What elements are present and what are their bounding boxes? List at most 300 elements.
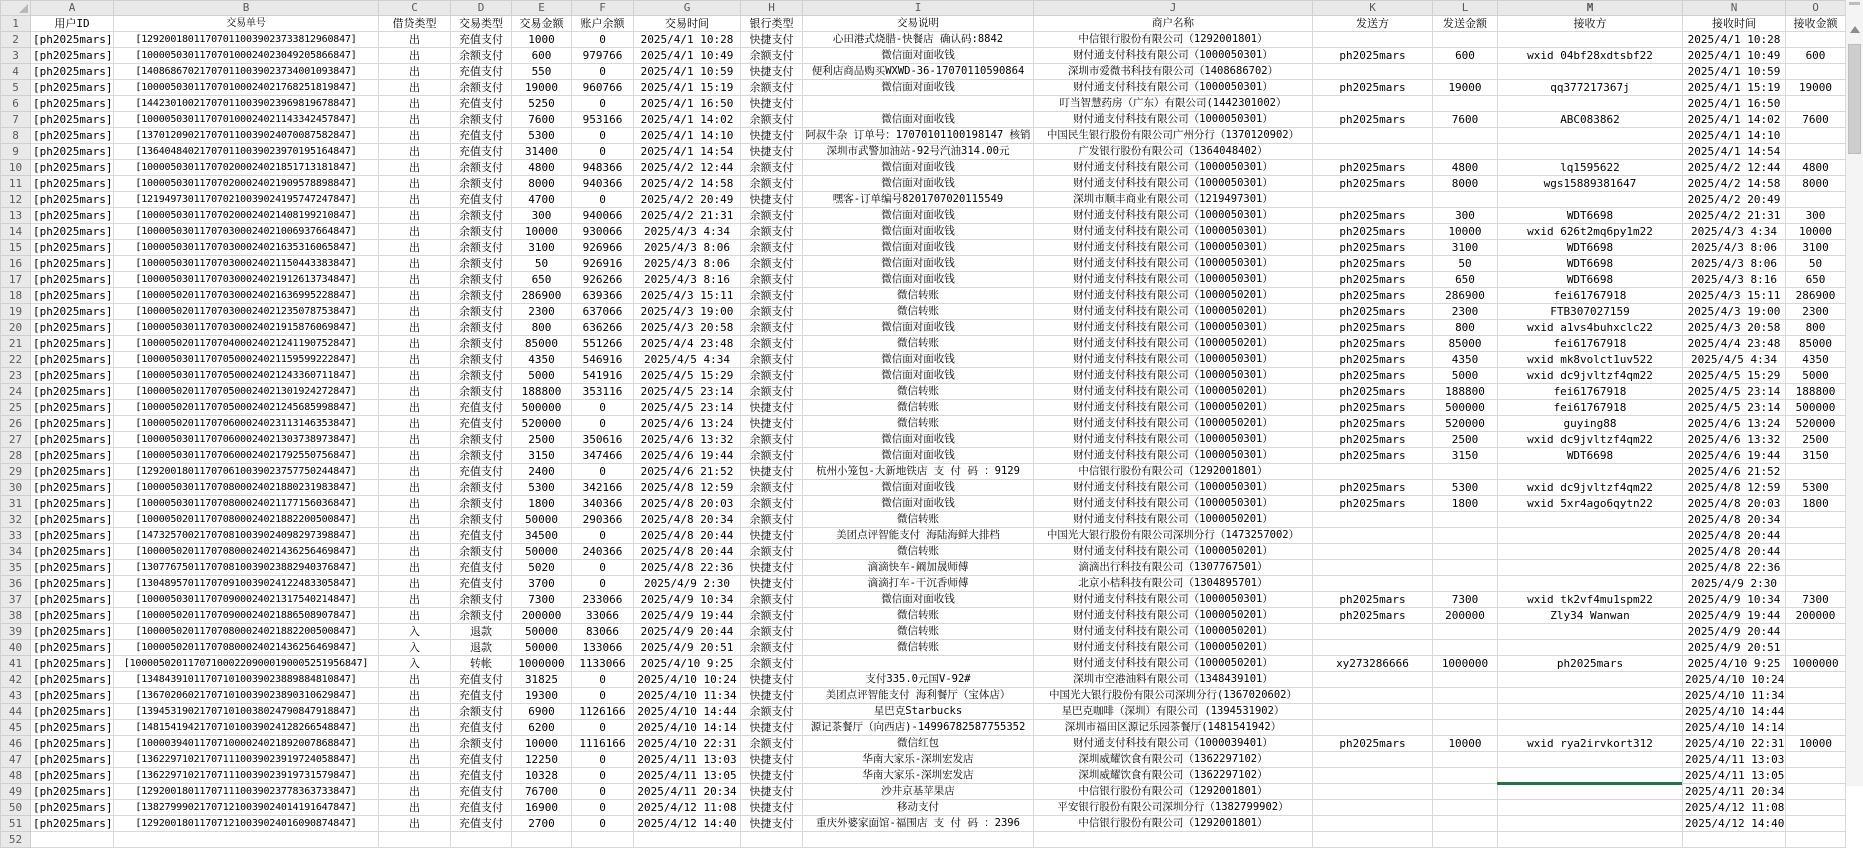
cell-F35[interactable]: 0 <box>572 560 634 576</box>
row-header-9[interactable]: 9 <box>1 144 31 160</box>
cell-G25[interactable]: 2025/4/5 23:14 <box>634 400 741 416</box>
row-header-39[interactable]: 39 <box>1 624 31 640</box>
cell-I6[interactable] <box>803 96 1034 112</box>
cell-O52[interactable] <box>1786 832 1846 848</box>
cell-C2[interactable]: 出 <box>379 32 451 48</box>
cell-C31[interactable]: 出 <box>379 496 451 512</box>
row-header-3[interactable]: 3 <box>1 48 31 64</box>
cell-C34[interactable]: 出 <box>379 544 451 560</box>
cell-D14[interactable]: 余额支付 <box>451 224 512 240</box>
cell-J11[interactable]: 财付通支付科技有限公司（1000050301） <box>1034 176 1313 192</box>
cell-G15[interactable]: 2025/4/3 8:06 <box>634 240 741 256</box>
cell-K43[interactable] <box>1313 688 1433 704</box>
cell-E24[interactable]: 188800 <box>512 384 572 400</box>
cell-C6[interactable]: 出 <box>379 96 451 112</box>
cell-L15[interactable]: 3100 <box>1433 240 1498 256</box>
cell-H41[interactable]: 余额支付 <box>741 656 803 672</box>
cell-C45[interactable]: 出 <box>379 720 451 736</box>
column-header-h[interactable]: H <box>741 1 803 16</box>
cell-G18[interactable]: 2025/4/3 15:11 <box>634 288 741 304</box>
cell-A45[interactable]: [ph2025mars] <box>31 720 114 736</box>
cell-E2[interactable]: 1000 <box>512 32 572 48</box>
cell-L41[interactable]: 1000000 <box>1433 656 1498 672</box>
cell-H9[interactable]: 快捷支付 <box>741 144 803 160</box>
row-header-45[interactable]: 45 <box>1 720 31 736</box>
cell-F2[interactable]: 0 <box>572 32 634 48</box>
cell-F4[interactable]: 0 <box>572 64 634 80</box>
cell-E30[interactable]: 5300 <box>512 480 572 496</box>
cell-G10[interactable]: 2025/4/2 12:44 <box>634 160 741 176</box>
cell-M28[interactable]: WDT6698 <box>1498 448 1683 464</box>
cell-K29[interactable] <box>1313 464 1433 480</box>
cell-G16[interactable]: 2025/4/3 8:06 <box>634 256 741 272</box>
cell-D4[interactable]: 充值支付 <box>451 64 512 80</box>
cell-C4[interactable]: 出 <box>379 64 451 80</box>
cell-N23[interactable]: 2025/4/5 15:29 <box>1683 368 1786 384</box>
cell-I45[interactable]: 源记茶餐厅（向西店)-14996782587755352 <box>803 720 1034 736</box>
cell-O42[interactable] <box>1786 672 1846 688</box>
cell-C18[interactable]: 出 <box>379 288 451 304</box>
cell-I43[interactable]: 美团点评智能支付 海利餐厅（宝体店） <box>803 688 1034 704</box>
row-header-24[interactable]: 24 <box>1 384 31 400</box>
cell-F45[interactable]: 0 <box>572 720 634 736</box>
cell-G37[interactable]: 2025/4/9 10:34 <box>634 592 741 608</box>
cell-D23[interactable]: 余额支付 <box>451 368 512 384</box>
cell-G20[interactable]: 2025/4/3 20:58 <box>634 320 741 336</box>
cell-O4[interactable] <box>1786 64 1846 80</box>
cell-H29[interactable]: 快捷支付 <box>741 464 803 480</box>
cell-H45[interactable]: 快捷支付 <box>741 720 803 736</box>
cell-D36[interactable]: 充值支付 <box>451 576 512 592</box>
column-header-c[interactable]: C <box>379 1 451 16</box>
cell-K34[interactable] <box>1313 544 1433 560</box>
cell-B1[interactable]: 交易单号 <box>114 16 379 32</box>
cell-B28[interactable]: [100005030117070600024021792550756847] <box>114 448 379 464</box>
cell-D6[interactable]: 充值支付 <box>451 96 512 112</box>
cell-K33[interactable] <box>1313 528 1433 544</box>
column-header-e[interactable]: E <box>512 1 572 16</box>
cell-J21[interactable]: 财付通支付科技有限公司（1000050201） <box>1034 336 1313 352</box>
cell-A52[interactable] <box>31 832 114 848</box>
cell-A23[interactable]: [ph2025mars] <box>31 368 114 384</box>
cell-B45[interactable]: [148154194217071010039024128266548847] <box>114 720 379 736</box>
vertical-scrollbar[interactable] <box>1845 0 1863 786</box>
cell-I1[interactable]: 交易说明 <box>803 16 1034 32</box>
cell-O2[interactable] <box>1786 32 1846 48</box>
cell-D31[interactable]: 余额支付 <box>451 496 512 512</box>
cell-B8[interactable]: [137012090217070110039024070087582847] <box>114 128 379 144</box>
cell-O19[interactable]: 2300 <box>1786 304 1846 320</box>
cell-G35[interactable]: 2025/4/8 22:36 <box>634 560 741 576</box>
cell-M13[interactable]: WDT6698 <box>1498 208 1683 224</box>
cell-I46[interactable]: 微信红包 <box>803 736 1034 752</box>
cell-G23[interactable]: 2025/4/5 15:29 <box>634 368 741 384</box>
column-header-d[interactable]: D <box>451 1 512 16</box>
cell-G1[interactable]: 交易时间 <box>634 16 741 32</box>
cell-J20[interactable]: 财付通支付科技有限公司（1000050301） <box>1034 320 1313 336</box>
row-header-23[interactable]: 23 <box>1 368 31 384</box>
cell-I12[interactable]: 嘿客-订单编号8201707020115549 <box>803 192 1034 208</box>
cell-K18[interactable]: ph2025mars <box>1313 288 1433 304</box>
cell-M38[interactable]: Zly34 Wanwan <box>1498 608 1683 624</box>
cell-D3[interactable]: 余额支付 <box>451 48 512 64</box>
cell-M31[interactable]: wxid 5xr4ago6qytn22 <box>1498 496 1683 512</box>
cell-E25[interactable]: 500000 <box>512 400 572 416</box>
cell-N26[interactable]: 2025/4/6 13:24 <box>1683 416 1786 432</box>
cell-H13[interactable]: 余额支付 <box>741 208 803 224</box>
cell-B48[interactable]: [136229710217071110039023919731579847] <box>114 768 379 784</box>
cell-I49[interactable]: 沙井京基苹果店 <box>803 784 1034 800</box>
cell-E22[interactable]: 4350 <box>512 352 572 368</box>
cell-E9[interactable]: 31400 <box>512 144 572 160</box>
column-header-m[interactable]: M <box>1498 1 1683 16</box>
cell-F18[interactable]: 639366 <box>572 288 634 304</box>
cell-M21[interactable]: fei61767918 <box>1498 336 1683 352</box>
cell-E47[interactable]: 12250 <box>512 752 572 768</box>
cell-K49[interactable] <box>1313 784 1433 800</box>
cell-O40[interactable] <box>1786 640 1846 656</box>
cell-J29[interactable]: 中信银行股份有限公司（1292001801） <box>1034 464 1313 480</box>
cell-C1[interactable]: 借贷类型 <box>379 16 451 32</box>
cell-E33[interactable]: 34500 <box>512 528 572 544</box>
cell-H42[interactable]: 快捷支付 <box>741 672 803 688</box>
cell-G34[interactable]: 2025/4/8 20:44 <box>634 544 741 560</box>
cell-J43[interactable]: 中国光大银行股份有限公司深圳分行(1367020602） <box>1034 688 1313 704</box>
cell-J15[interactable]: 财付通支付科技有限公司（1000050301） <box>1034 240 1313 256</box>
cell-O24[interactable]: 188800 <box>1786 384 1846 400</box>
cell-B20[interactable]: [100005030117070300024021915876069847] <box>114 320 379 336</box>
cell-I44[interactable]: 星巴克Starbucks <box>803 704 1034 720</box>
cell-L35[interactable] <box>1433 560 1498 576</box>
cell-A2[interactable]: [ph2025mars] <box>31 32 114 48</box>
row-header-25[interactable]: 25 <box>1 400 31 416</box>
cell-A51[interactable]: [ph2025mars] <box>31 816 114 832</box>
cell-E48[interactable]: 10328 <box>512 768 572 784</box>
column-header-g[interactable]: G <box>634 1 741 16</box>
cell-I22[interactable]: 微信面对面收钱 <box>803 352 1034 368</box>
cell-B40[interactable]: [100005020117070800024021436256469847] <box>114 640 379 656</box>
cell-L6[interactable] <box>1433 96 1498 112</box>
column-header-b[interactable]: B <box>114 1 379 16</box>
cell-O1[interactable]: 接收金额 <box>1786 16 1846 32</box>
cell-E45[interactable]: 6200 <box>512 720 572 736</box>
cell-H12[interactable]: 快捷支付 <box>741 192 803 208</box>
cell-E35[interactable]: 5020 <box>512 560 572 576</box>
cell-H50[interactable]: 快捷支付 <box>741 800 803 816</box>
cell-I16[interactable]: 微信面对面收钱 <box>803 256 1034 272</box>
cell-D52[interactable] <box>451 832 512 848</box>
cell-J23[interactable]: 财付通支付科技有限公司（1000050301） <box>1034 368 1313 384</box>
cell-C3[interactable]: 出 <box>379 48 451 64</box>
cell-O38[interactable]: 200000 <box>1786 608 1846 624</box>
cell-H46[interactable]: 余额支付 <box>741 736 803 752</box>
cell-I35[interactable]: 滴滴快车-阚加晟师傅 <box>803 560 1034 576</box>
cell-E20[interactable]: 800 <box>512 320 572 336</box>
cell-O20[interactable]: 800 <box>1786 320 1846 336</box>
cell-E16[interactable]: 50 <box>512 256 572 272</box>
cell-N8[interactable]: 2025/4/1 14:10 <box>1683 128 1786 144</box>
cell-J49[interactable]: 中信银行股份有限公司（1292001801） <box>1034 784 1313 800</box>
cell-C22[interactable]: 出 <box>379 352 451 368</box>
cell-F24[interactable]: 353116 <box>572 384 634 400</box>
cell-D13[interactable]: 余额支付 <box>451 208 512 224</box>
row-header-36[interactable]: 36 <box>1 576 31 592</box>
cell-N15[interactable]: 2025/4/3 8:06 <box>1683 240 1786 256</box>
cell-K19[interactable]: ph2025mars <box>1313 304 1433 320</box>
cell-A14[interactable]: [ph2025mars] <box>31 224 114 240</box>
cell-J35[interactable]: 滴滴出行科技有限公司（1307767501） <box>1034 560 1313 576</box>
cell-H40[interactable]: 余额支付 <box>741 640 803 656</box>
cell-B30[interactable]: [100005030117070800024021880231983847] <box>114 480 379 496</box>
cell-I18[interactable]: 微信转账 <box>803 288 1034 304</box>
cell-I8[interactable]: 阿叔牛杂 订单号：17070101100198147 核销 <box>803 128 1034 144</box>
row-header-19[interactable]: 19 <box>1 304 31 320</box>
cell-M6[interactable] <box>1498 96 1683 112</box>
cell-H38[interactable]: 余额支付 <box>741 608 803 624</box>
cell-C19[interactable]: 出 <box>379 304 451 320</box>
cell-N50[interactable]: 2025/4/12 11:08 <box>1683 800 1786 816</box>
cell-I10[interactable]: 微信面对面收钱 <box>803 160 1034 176</box>
cell-I48[interactable]: 华南大家乐-深圳宏发店 <box>803 768 1034 784</box>
cell-H10[interactable]: 余额支付 <box>741 160 803 176</box>
cell-I40[interactable]: 微信转账 <box>803 640 1034 656</box>
cell-K5[interactable]: ph2025mars <box>1313 80 1433 96</box>
cell-M36[interactable] <box>1498 576 1683 592</box>
cell-J32[interactable]: 财付通支付科技有限公司（1000050201） <box>1034 512 1313 528</box>
cell-C52[interactable] <box>379 832 451 848</box>
cell-I52[interactable] <box>803 832 1034 848</box>
cell-M7[interactable]: ABC083862 <box>1498 112 1683 128</box>
cell-L32[interactable] <box>1433 512 1498 528</box>
cell-K2[interactable] <box>1313 32 1433 48</box>
cell-H8[interactable]: 快捷支付 <box>741 128 803 144</box>
cell-J30[interactable]: 财付通支付科技有限公司（1000050301） <box>1034 480 1313 496</box>
cell-J26[interactable]: 财付通支付科技有限公司（1000050201） <box>1034 416 1313 432</box>
cell-K28[interactable]: ph2025mars <box>1313 448 1433 464</box>
cell-E7[interactable]: 7600 <box>512 112 572 128</box>
cell-J4[interactable]: 深圳市爱微书科技有限公司（1408686702） <box>1034 64 1313 80</box>
cell-B2[interactable]: [129200180117070110039023733812960847] <box>114 32 379 48</box>
cell-A5[interactable]: [ph2025mars] <box>31 80 114 96</box>
cell-A13[interactable]: [ph2025mars] <box>31 208 114 224</box>
cell-E27[interactable]: 2500 <box>512 432 572 448</box>
cell-C38[interactable]: 出 <box>379 608 451 624</box>
cell-N38[interactable]: 2025/4/9 19:44 <box>1683 608 1786 624</box>
cell-D7[interactable]: 余额支付 <box>451 112 512 128</box>
cell-C25[interactable]: 出 <box>379 400 451 416</box>
cell-L24[interactable]: 188800 <box>1433 384 1498 400</box>
cell-F29[interactable]: 0 <box>572 464 634 480</box>
cell-J36[interactable]: 北京小桔科技有限公司（1304895701） <box>1034 576 1313 592</box>
cell-L7[interactable]: 7600 <box>1433 112 1498 128</box>
cell-D21[interactable]: 余额支付 <box>451 336 512 352</box>
cell-J7[interactable]: 财付通支付科技有限公司（1000050301） <box>1034 112 1313 128</box>
cell-H49[interactable]: 快捷支付 <box>741 784 803 800</box>
cell-A7[interactable]: [ph2025mars] <box>31 112 114 128</box>
cell-L13[interactable]: 300 <box>1433 208 1498 224</box>
cell-L40[interactable] <box>1433 640 1498 656</box>
cell-J19[interactable]: 财付通支付科技有限公司（1000050201） <box>1034 304 1313 320</box>
cell-K48[interactable] <box>1313 768 1433 784</box>
cell-M9[interactable] <box>1498 144 1683 160</box>
cell-D28[interactable]: 余额支付 <box>451 448 512 464</box>
cell-B37[interactable]: [100005030117070900024021317540214847] <box>114 592 379 608</box>
cell-F13[interactable]: 940066 <box>572 208 634 224</box>
cell-K7[interactable]: ph2025mars <box>1313 112 1433 128</box>
cell-L16[interactable]: 50 <box>1433 256 1498 272</box>
cell-A50[interactable]: [ph2025mars] <box>31 800 114 816</box>
cell-N19[interactable]: 2025/4/3 19:00 <box>1683 304 1786 320</box>
cell-J34[interactable]: 财付通支付科技有限公司（1000050201） <box>1034 544 1313 560</box>
cell-G38[interactable]: 2025/4/9 19:44 <box>634 608 741 624</box>
cell-F22[interactable]: 546916 <box>572 352 634 368</box>
row-header-17[interactable]: 17 <box>1 272 31 288</box>
cell-H28[interactable]: 余额支付 <box>741 448 803 464</box>
cell-N10[interactable]: 2025/4/2 12:44 <box>1683 160 1786 176</box>
row-header-8[interactable]: 8 <box>1 128 31 144</box>
cell-O8[interactable] <box>1786 128 1846 144</box>
cell-E31[interactable]: 1800 <box>512 496 572 512</box>
row-header-41[interactable]: 41 <box>1 656 31 672</box>
cell-F31[interactable]: 340366 <box>572 496 634 512</box>
cell-F1[interactable]: 账户余额 <box>572 16 634 32</box>
cell-G33[interactable]: 2025/4/8 20:44 <box>634 528 741 544</box>
cell-I33[interactable]: 美团点评智能支付 海陆海鲜大排档 <box>803 528 1034 544</box>
cell-M19[interactable]: FTB307027159 <box>1498 304 1683 320</box>
row-header-30[interactable]: 30 <box>1 480 31 496</box>
cell-F6[interactable]: 0 <box>572 96 634 112</box>
cell-G21[interactable]: 2025/4/4 23:48 <box>634 336 741 352</box>
cell-E32[interactable]: 50000 <box>512 512 572 528</box>
cell-O47[interactable] <box>1786 752 1846 768</box>
cell-N46[interactable]: 2025/4/10 22:31 <box>1683 736 1786 752</box>
cell-M45[interactable] <box>1498 720 1683 736</box>
cell-H1[interactable]: 银行类型 <box>741 16 803 32</box>
cell-G41[interactable]: 2025/4/10 9:25 <box>634 656 741 672</box>
cell-N5[interactable]: 2025/4/1 15:19 <box>1683 80 1786 96</box>
cell-N49[interactable]: 2025/4/11 20:34 <box>1683 784 1786 800</box>
cell-A19[interactable]: [ph2025mars] <box>31 304 114 320</box>
cell-L34[interactable] <box>1433 544 1498 560</box>
cell-J24[interactable]: 财付通支付科技有限公司（1000050201） <box>1034 384 1313 400</box>
cell-K10[interactable]: ph2025mars <box>1313 160 1433 176</box>
row-header-31[interactable]: 31 <box>1 496 31 512</box>
cell-J5[interactable]: 财付通支付科技有限公司（1000050301） <box>1034 80 1313 96</box>
cell-K17[interactable]: ph2025mars <box>1313 272 1433 288</box>
cell-L33[interactable] <box>1433 528 1498 544</box>
cell-M3[interactable]: wxid 04bf28xdtsbf22 <box>1498 48 1683 64</box>
cell-G12[interactable]: 2025/4/2 20:49 <box>634 192 741 208</box>
row-header-6[interactable]: 6 <box>1 96 31 112</box>
cell-I51[interactable]: 重庆外婆家面馆-福围店 支 付 码 ：2396 <box>803 816 1034 832</box>
cell-C5[interactable]: 出 <box>379 80 451 96</box>
cell-G46[interactable]: 2025/4/10 22:31 <box>634 736 741 752</box>
cell-O27[interactable]: 2500 <box>1786 432 1846 448</box>
cell-K41[interactable]: xy273286666 <box>1313 656 1433 672</box>
cell-J41[interactable]: 财付通支付科技有限公司（1000050201） <box>1034 656 1313 672</box>
cell-I7[interactable]: 微信面对面收钱 <box>803 112 1034 128</box>
cell-E14[interactable]: 10000 <box>512 224 572 240</box>
cell-L48[interactable] <box>1433 768 1498 784</box>
cell-E46[interactable]: 10000 <box>512 736 572 752</box>
cell-M35[interactable] <box>1498 560 1683 576</box>
cell-O48[interactable] <box>1786 768 1846 784</box>
cell-G5[interactable]: 2025/4/1 15:19 <box>634 80 741 96</box>
cell-G42[interactable]: 2025/4/10 10:24 <box>634 672 741 688</box>
cell-M27[interactable]: wxid dc9jvltzf4qm22 <box>1498 432 1683 448</box>
cell-C17[interactable]: 出 <box>379 272 451 288</box>
cell-A38[interactable]: [ph2025mars] <box>31 608 114 624</box>
cell-I50[interactable]: 移动支付 <box>803 800 1034 816</box>
cell-I4[interactable]: 便利店商品购买WXWD-36-17070110590864 <box>803 64 1034 80</box>
cell-B36[interactable]: [130489570117070910039024122483305847] <box>114 576 379 592</box>
cell-N51[interactable]: 2025/4/12 14:40 <box>1683 816 1786 832</box>
cell-O41[interactable]: 1000000 <box>1786 656 1846 672</box>
cell-N13[interactable]: 2025/4/2 21:31 <box>1683 208 1786 224</box>
cell-F32[interactable]: 290366 <box>572 512 634 528</box>
cell-B5[interactable]: [100005030117070100024021768251819847] <box>114 80 379 96</box>
cell-I34[interactable]: 微信转账 <box>803 544 1034 560</box>
row-header-34[interactable]: 34 <box>1 544 31 560</box>
cell-B35[interactable]: [130776750117070810039023882940376847] <box>114 560 379 576</box>
cell-K4[interactable] <box>1313 64 1433 80</box>
cell-B23[interactable]: [100005030117070500024021243360711847] <box>114 368 379 384</box>
cell-J48[interactable]: 深圳威耀饮食有限公司（1362297102） <box>1034 768 1313 784</box>
cell-C47[interactable]: 出 <box>379 752 451 768</box>
cell-E49[interactable]: 76700 <box>512 784 572 800</box>
cell-A33[interactable]: [ph2025mars] <box>31 528 114 544</box>
cell-K15[interactable]: ph2025mars <box>1313 240 1433 256</box>
row-header-18[interactable]: 18 <box>1 288 31 304</box>
cell-D50[interactable]: 充值支付 <box>451 800 512 816</box>
cell-A15[interactable]: [ph2025mars] <box>31 240 114 256</box>
cell-H7[interactable]: 余额支付 <box>741 112 803 128</box>
cell-M1[interactable]: 接收方 <box>1498 16 1683 32</box>
cell-J2[interactable]: 中信银行股份有限公司（1292001801） <box>1034 32 1313 48</box>
cell-J18[interactable]: 财付通支付科技有限公司（1000050201） <box>1034 288 1313 304</box>
cell-D17[interactable]: 余额支付 <box>451 272 512 288</box>
cell-A39[interactable]: [ph2025mars] <box>31 624 114 640</box>
cell-H52[interactable] <box>741 832 803 848</box>
cell-A41[interactable]: [ph2025mars] <box>31 656 114 672</box>
cell-A21[interactable]: [ph2025mars] <box>31 336 114 352</box>
cell-B32[interactable]: [100005020117070800024021882200500847] <box>114 512 379 528</box>
cell-K1[interactable]: 发送方 <box>1313 16 1433 32</box>
row-header-50[interactable]: 50 <box>1 800 31 816</box>
cell-J1[interactable]: 商户名称 <box>1034 16 1313 32</box>
cell-I17[interactable]: 微信面对面收钱 <box>803 272 1034 288</box>
cell-D27[interactable]: 余额支付 <box>451 432 512 448</box>
cell-F5[interactable]: 960766 <box>572 80 634 96</box>
row-header-13[interactable]: 13 <box>1 208 31 224</box>
row-header-4[interactable]: 4 <box>1 64 31 80</box>
cell-J44[interactable]: 星巴克咖啡（深圳）有限公司 (1394531902） <box>1034 704 1313 720</box>
cell-N6[interactable]: 2025/4/1 16:50 <box>1683 96 1786 112</box>
cell-E18[interactable]: 286900 <box>512 288 572 304</box>
cell-M52[interactable] <box>1498 832 1683 848</box>
cell-F37[interactable]: 233066 <box>572 592 634 608</box>
cell-D35[interactable]: 充值支付 <box>451 560 512 576</box>
cell-D1[interactable]: 交易类型 <box>451 16 512 32</box>
cell-C50[interactable]: 出 <box>379 800 451 816</box>
cell-L29[interactable] <box>1433 464 1498 480</box>
row-header-20[interactable]: 20 <box>1 320 31 336</box>
cell-A9[interactable]: [ph2025mars] <box>31 144 114 160</box>
cell-C10[interactable]: 出 <box>379 160 451 176</box>
cell-J16[interactable]: 财付通支付科技有限公司（1000050301） <box>1034 256 1313 272</box>
cell-M16[interactable]: WDT6698 <box>1498 256 1683 272</box>
cell-D30[interactable]: 余额支付 <box>451 480 512 496</box>
